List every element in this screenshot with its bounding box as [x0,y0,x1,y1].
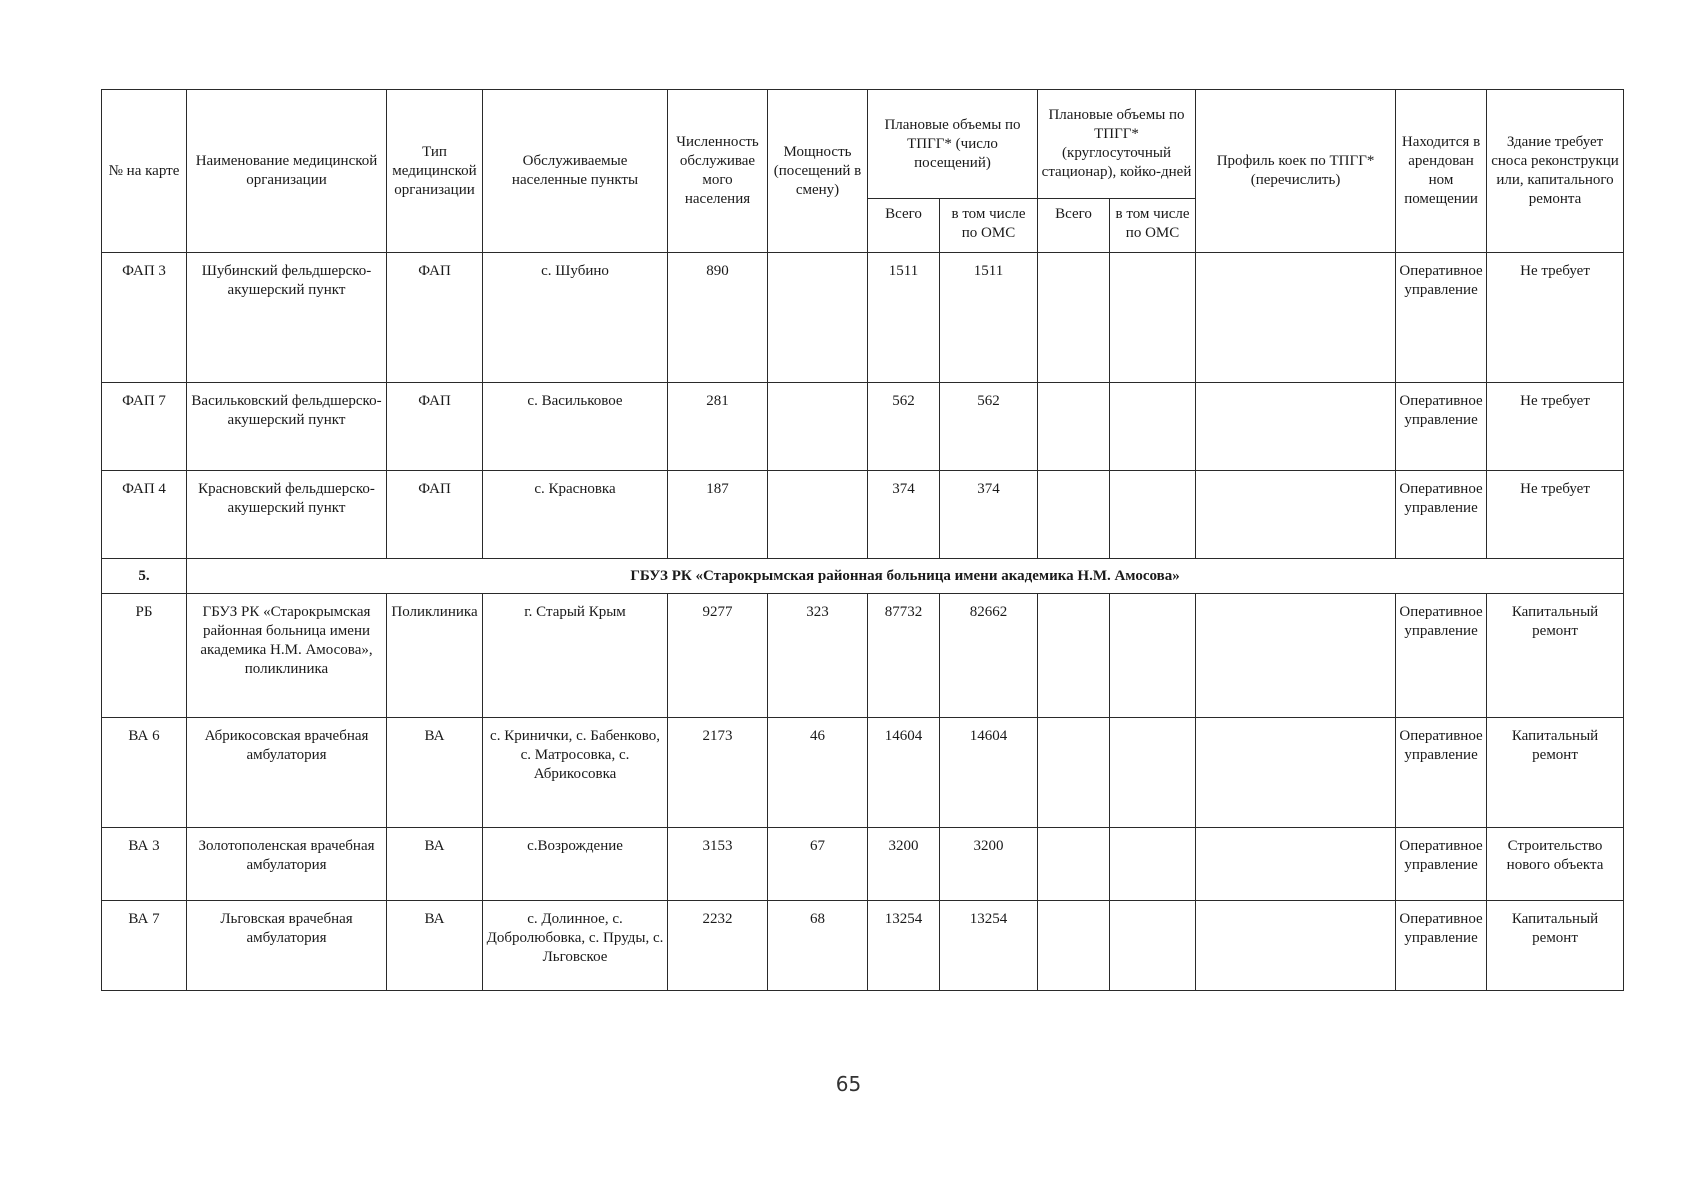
cell-beds-oms [1110,594,1196,718]
cell-capacity: 67 [768,828,868,901]
cell-rented: Оперативное управление [1396,828,1487,901]
header-capacity: Мощность (посещений в смену) [768,90,868,253]
cell-type: ФАП [387,471,483,559]
cell-building: Не требует [1487,471,1624,559]
cell-beds-oms [1110,253,1196,383]
cell-visits-oms: 13254 [940,901,1038,991]
header-settlements: Обслуживаемые населенные пункты [483,90,668,253]
cell-beds-oms [1110,383,1196,471]
cell-num: РБ [102,594,187,718]
cell-capacity: 68 [768,901,868,991]
cell-name: Льговская врачебная амбулатория [187,901,387,991]
header-beds-total: Всего [1038,199,1110,253]
cell-visits-oms: 14604 [940,718,1038,828]
table-row [102,383,1624,471]
cell-type: Поликлиника [387,594,483,718]
cell-visits-total: 1511 [868,253,940,383]
cell-num: ФАП 4 [102,471,187,559]
cell-building: Не требует [1487,383,1624,471]
cell-rented: Оперативное управление [1396,901,1487,991]
cell-settlements: с. Васильковое [483,383,668,471]
cell-capacity: 323 [768,594,868,718]
page-number: 65 [835,1072,862,1096]
cell-visits-total: 562 [868,383,940,471]
cell-capacity [768,383,868,471]
cell-rented: Оперативное управление [1396,594,1487,718]
cell-settlements: с. Кринички, с. Бабенково, с. Матросовка, с. Абрикосовка [483,718,668,828]
cell-rented: Оперативное управление [1396,718,1487,828]
cell-beds-total [1038,828,1110,901]
cell-visits-oms: 3200 [940,828,1038,901]
cell-type: ВА [387,901,483,991]
cell-type: ФАП [387,253,483,383]
cell-visits-total: 14604 [868,718,940,828]
cell-name: Васильковский фельдшерско-акушерский пункт [187,383,387,471]
cell-rented: Оперативное управление [1396,253,1487,383]
header-population: Численность обслуживае мого населения [668,90,768,253]
cell-name: Золотополенская врачебная амбулатория [187,828,387,901]
medical-organizations-table [101,89,1624,991]
cell-num: ФАП 3 [102,253,187,383]
cell-building: Капитальный ремонт [1487,901,1624,991]
table-row [102,594,1624,718]
header-num: № на карте [102,90,187,253]
table-row [102,471,1624,559]
cell-beds-total [1038,471,1110,559]
cell-building: Капитальный ремонт [1487,718,1624,828]
cell-type: ФАП [387,383,483,471]
cell-visits-oms: 82662 [940,594,1038,718]
cell-name: ГБУЗ РК «Старокрымская районная больница имени академика Н.М. Амосова», поликлиника [187,594,387,718]
header-bed-profile: Профиль коек по ТПГГ* (перечислить) [1196,90,1396,253]
cell-population: 890 [668,253,768,383]
cell-profile [1196,383,1396,471]
cell-num: ФАП 7 [102,383,187,471]
cell-population: 3153 [668,828,768,901]
cell-building: Капитальный ремонт [1487,594,1624,718]
header-rented: Находится в арендован ном помещении [1396,90,1487,253]
cell-profile [1196,594,1396,718]
cell-beds-total [1038,253,1110,383]
header-beds-oms: в том числе по ОМС [1110,199,1196,253]
cell-population: 2232 [668,901,768,991]
cell-capacity [768,471,868,559]
header-plan-beds: Плановые объемы по ТПГГ* (круглосуточный стационар), койко-дней [1038,90,1196,199]
table-row [102,901,1624,991]
cell-name: Шубинский фельдшерско-акушерский пункт [187,253,387,383]
cell-population: 281 [668,383,768,471]
cell-profile [1196,471,1396,559]
cell-beds-total [1038,901,1110,991]
cell-settlements: с. Долинное, с. Добролюбовка, с. Пруды, с. Льговское [483,901,668,991]
cell-name: Абрикосовская врачебная амбулатория [187,718,387,828]
cell-visits-total: 3200 [868,828,940,901]
section-num: 5. [102,559,187,594]
cell-beds-total [1038,718,1110,828]
cell-beds-oms [1110,718,1196,828]
cell-capacity: 46 [768,718,868,828]
cell-beds-oms [1110,471,1196,559]
cell-num: ВА 7 [102,901,187,991]
cell-population: 9277 [668,594,768,718]
cell-settlements: с. Красновка [483,471,668,559]
cell-rented: Оперативное управление [1396,383,1487,471]
cell-type: ВА [387,828,483,901]
cell-population: 187 [668,471,768,559]
cell-profile [1196,901,1396,991]
header-visits-oms: в том числе по ОМС [940,199,1038,253]
cell-building: Не требует [1487,253,1624,383]
header-name: Наименование медицинской организации [187,90,387,253]
cell-beds-oms [1110,828,1196,901]
header-type: Тип медицинской организации [387,90,483,253]
cell-profile [1196,253,1396,383]
cell-visits-total: 87732 [868,594,940,718]
cell-visits-oms: 562 [940,383,1038,471]
cell-settlements: с. Шубино [483,253,668,383]
cell-profile [1196,718,1396,828]
table-row [102,718,1624,828]
header-building: Здание требует сноса реконструкци или, капитального ремонта [1487,90,1624,253]
cell-beds-total [1038,594,1110,718]
cell-rented: Оперативное управление [1396,471,1487,559]
cell-capacity [768,253,868,383]
cell-num: ВА 6 [102,718,187,828]
cell-visits-oms: 374 [940,471,1038,559]
cell-settlements: с.Возрождение [483,828,668,901]
header-plan-visits: Плановые объемы по ТПГГ* (число посещений) [868,90,1038,199]
cell-num: ВА 3 [102,828,187,901]
table-row [102,828,1624,901]
cell-type: ВА [387,718,483,828]
cell-settlements: г. Старый Крым [483,594,668,718]
table-row [102,253,1624,383]
cell-visits-oms: 1511 [940,253,1038,383]
cell-building: Строительство нового объекта [1487,828,1624,901]
cell-visits-total: 374 [868,471,940,559]
cell-population: 2173 [668,718,768,828]
header-visits-total: Всего [868,199,940,253]
cell-name: Красновский фельдшерско-акушерский пункт [187,471,387,559]
header-row [102,90,1624,199]
cell-visits-total: 13254 [868,901,940,991]
cell-beds-total [1038,383,1110,471]
cell-profile [1196,828,1396,901]
cell-beds-oms [1110,901,1196,991]
section-title: ГБУЗ РК «Старокрымская районная больница имени академика Н.М. Амосова» [187,559,1624,594]
section-row [102,559,1624,594]
